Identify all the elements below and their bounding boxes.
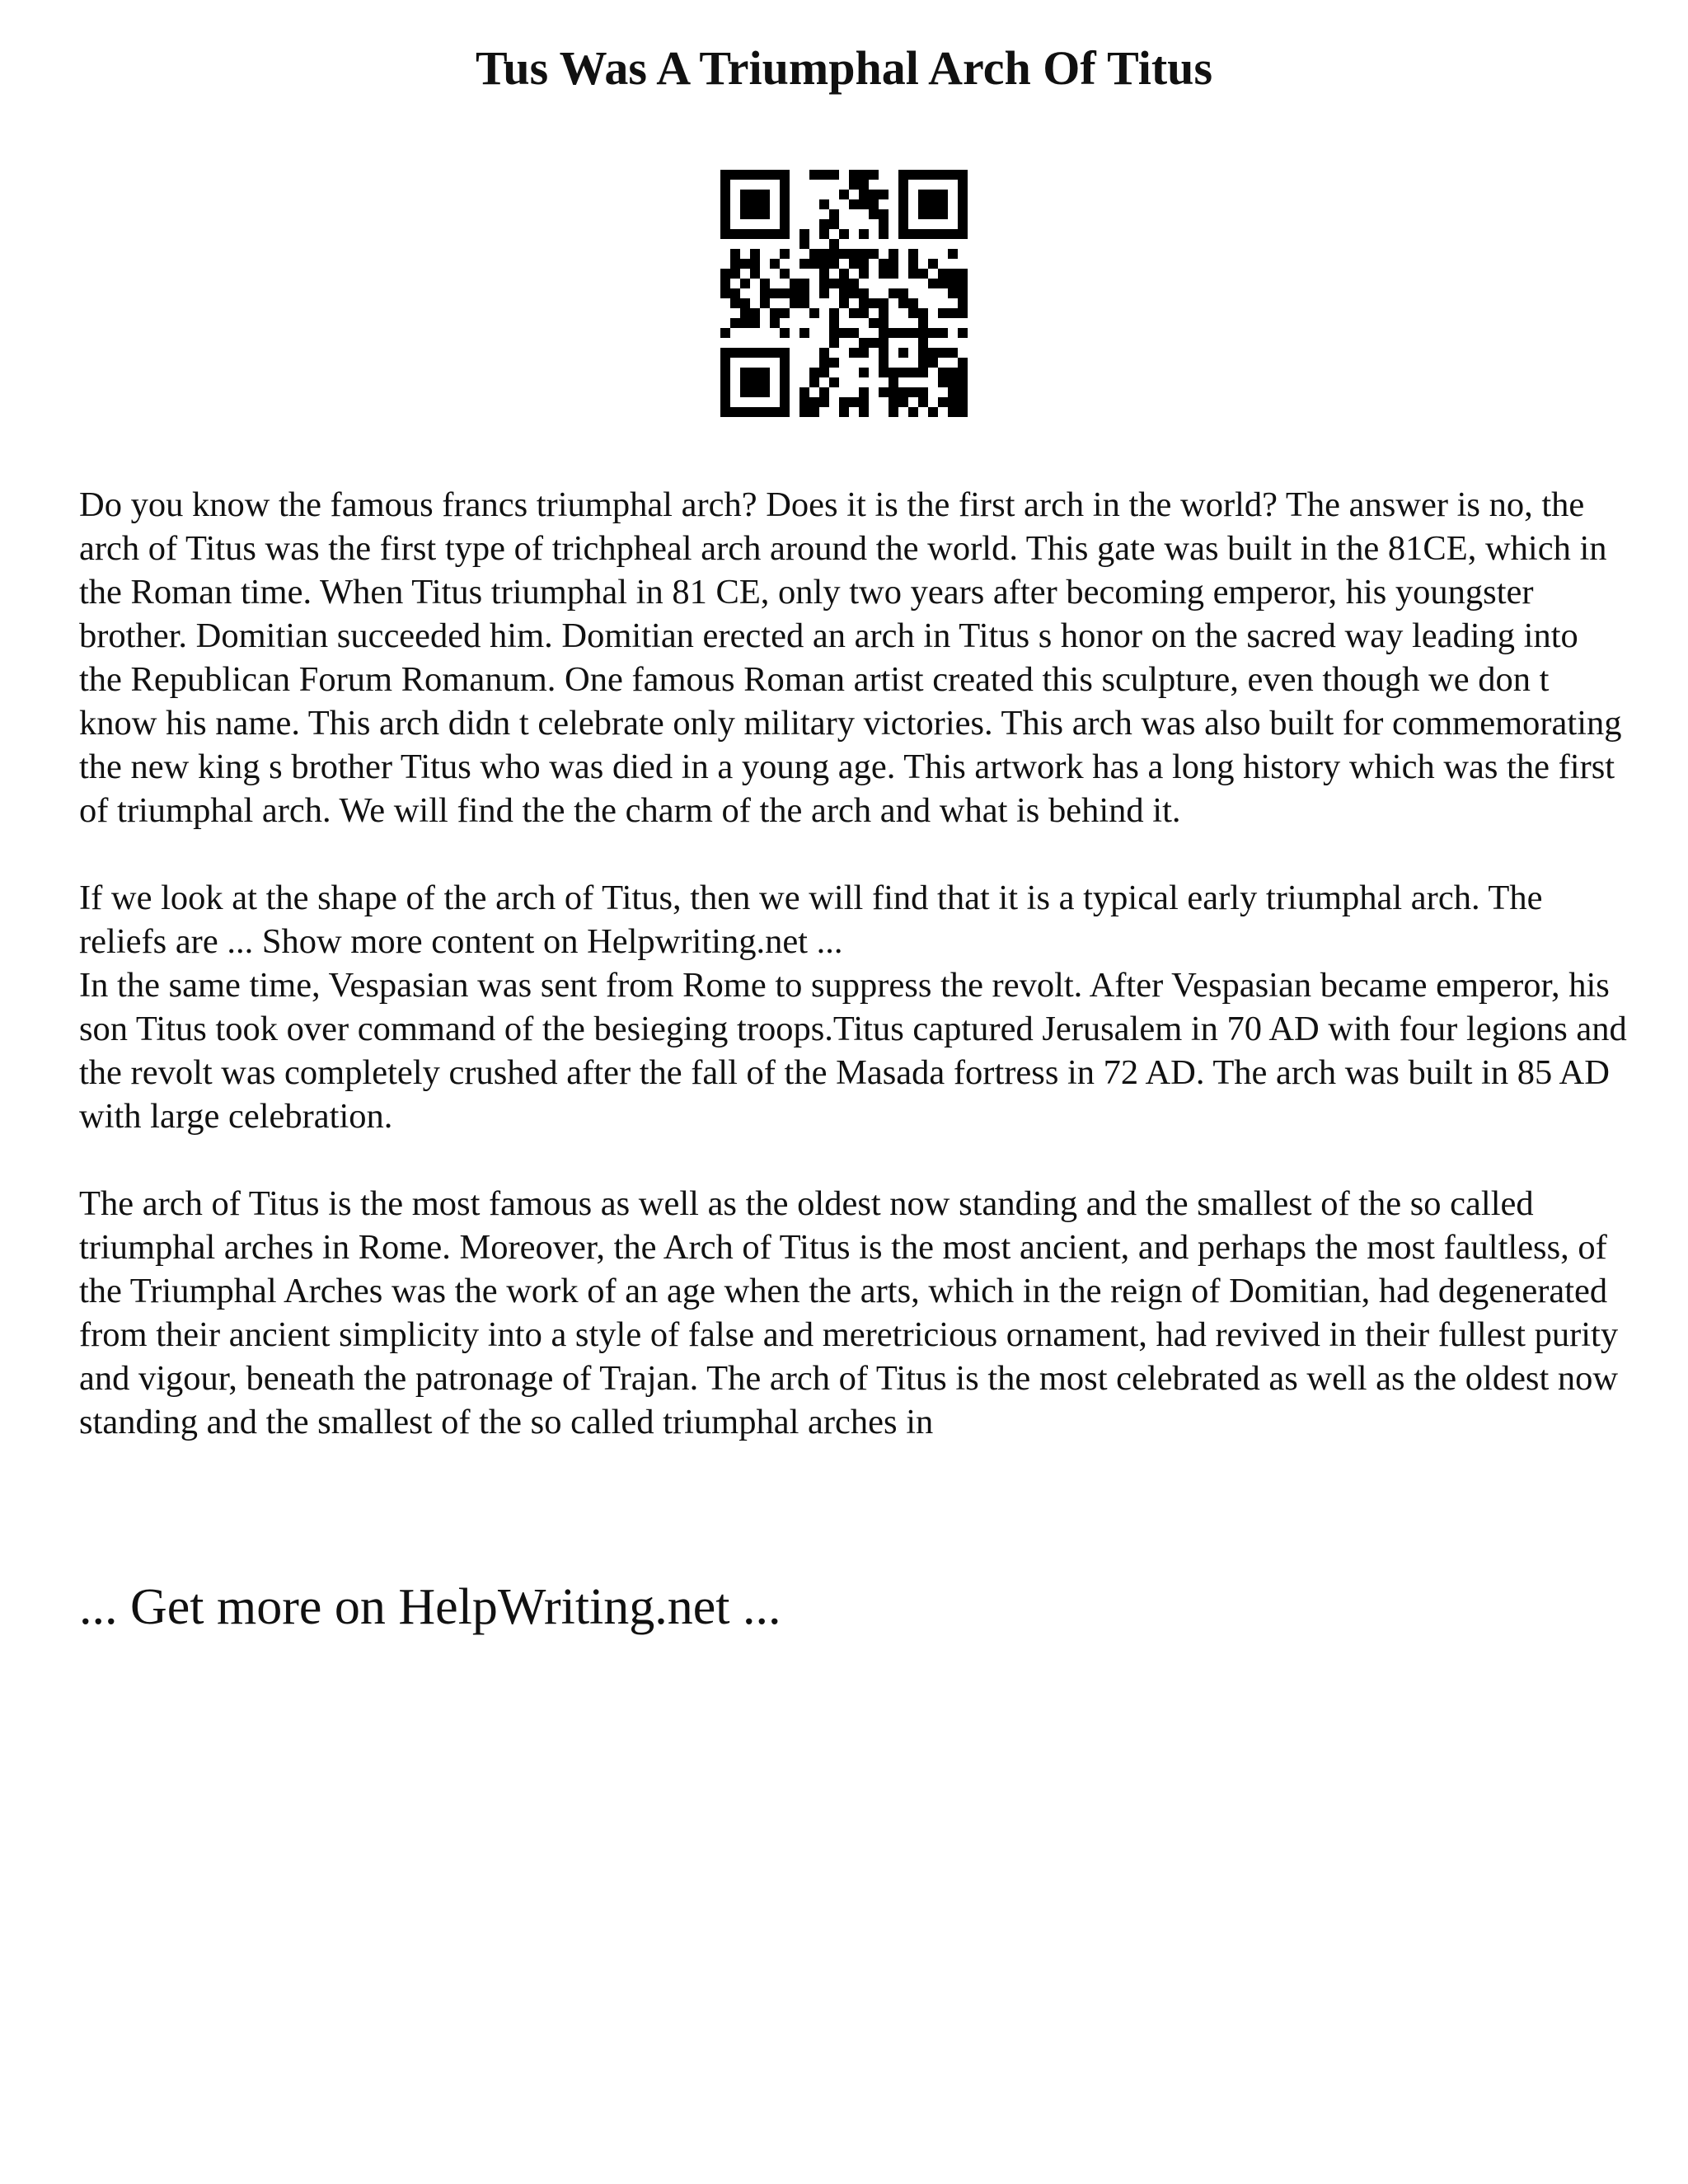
paragraph-shape: If we look at the shape of the arch of Titus, then we will find that it is a typical early triumphal arch. The reliefs are ... Show more content on Helpwriting.net ... — [79, 879, 1543, 961]
page-title: Tus Was A Triumphal Arch Of Titus — [475, 41, 1213, 95]
paragraph-history: In the same time, Vespasian was sent from Rome to suppress the revolt. After Vespasian became emperor, his son Titus took over command of the besieging troops.Titus captured Jerusalem in 70 AD with four legions and the revolt was completely crushed after the fall of the Masada fortress in 72 AD. The arch was built in 85 AD with large celebration. — [79, 966, 1627, 1136]
article-body — [79, 483, 1629, 1488]
get-more-link[interactable]: ... Get more on HelpWriting.net ... — [79, 1579, 781, 1635]
paragraph-intro: Do you know the famous francs triumphal arch? Does it is the first arch in the world? The answer is no, the arch of Titus was the first type of trichpheal arch around the world. This gate was built in the 81CE, which in the Roman time. When Titus triumphal in 81 CE, only two years after becoming emperor, his youngster brother. Domitian succeeded him. Domitian erected an arch in Titus s honor on the sacred way leading into the Republican Forum Romanum. One famous Roman artist created this sculpture, even though we don t know his name. This arch didn t celebrate only military victories. This arch was also built for commemorating the new king s brother Titus who was died in a young age. This artwork has a long history which was the first of triumphal arch. We will find the the charm of the arch and what is behind it. — [79, 485, 1622, 830]
qr-code-icon[interactable] — [720, 170, 968, 417]
paragraph-famous: The arch of Titus is the most famous as well as the oldest now standing and the smallest of the so called triumphal arches in Rome. Moreover, the Arch of Titus is the most ancient, and perhaps the most faultless, of the Triumphal Arches was the work of an age when the arts, which in the reign of Domitian, had degenerated from their ancient simplicity into a style of false and meretricious ornament, had revived in their fullest purity and vigour, beneath the patronage of Trajan. The arch of Titus is the most celebrated as well as the oldest now standing and the smallest of the so called triumphal arches in — [79, 1184, 1619, 1441]
